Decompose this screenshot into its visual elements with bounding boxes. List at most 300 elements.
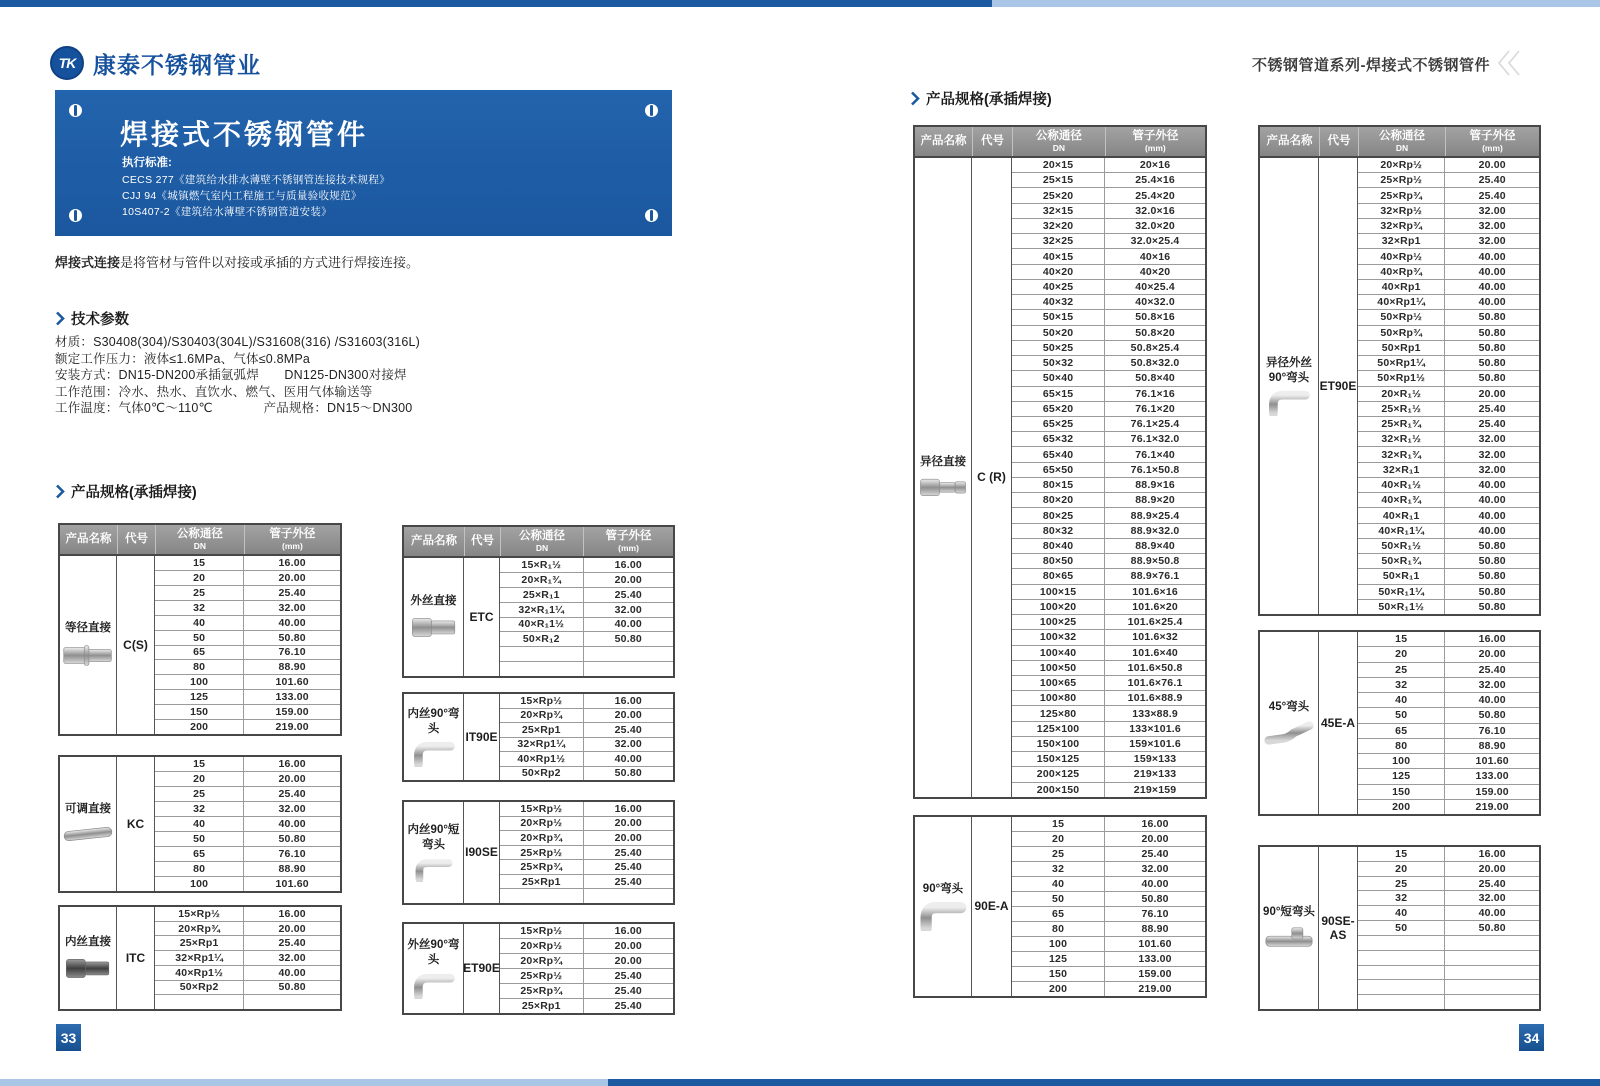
od-cell: 25.40 bbox=[614, 985, 642, 997]
table-row bbox=[1358, 707, 1539, 722]
table-row bbox=[1358, 768, 1539, 783]
od-cell: 16.00 bbox=[614, 802, 642, 815]
dn-cell: 65×20 bbox=[1012, 402, 1105, 416]
od-cell: 16.00 bbox=[614, 694, 642, 707]
intro-paragraph bbox=[55, 252, 419, 271]
od-cell: 40.00 bbox=[614, 752, 642, 765]
table-row bbox=[1358, 876, 1539, 891]
product-code: 90E-A bbox=[972, 817, 1012, 996]
table-row bbox=[500, 859, 673, 874]
tech-line: 安装方式：DN15-DN200承插氩弧焊 DN125-DN300对接焊 bbox=[55, 368, 407, 382]
dn-cell: 100×50 bbox=[1012, 661, 1105, 675]
od-cell: 101.60 bbox=[1138, 938, 1172, 950]
dn-cell bbox=[1358, 936, 1445, 950]
od-cell: 133.00 bbox=[1475, 770, 1509, 783]
table-row bbox=[500, 766, 673, 781]
table-row bbox=[1358, 646, 1539, 661]
table-row bbox=[155, 585, 340, 600]
table-row bbox=[1358, 172, 1539, 187]
dn-cell: 150 bbox=[1012, 967, 1105, 981]
od-cell: 159×133 bbox=[1133, 753, 1177, 766]
table-row bbox=[1358, 935, 1539, 950]
od-cell: 25.40 bbox=[1478, 418, 1506, 431]
dn-cell: 15×Rp½ bbox=[500, 694, 584, 708]
od-cell: 40.00 bbox=[1478, 694, 1506, 707]
dn-cell: 150×125 bbox=[1012, 752, 1105, 766]
dn-cell: 50×Rp2 bbox=[500, 767, 584, 781]
od-cell: 76.1×20 bbox=[1135, 402, 1175, 415]
standard-line: CJJ 94《城镇燃气室内工程施工与质量验收规范》 bbox=[122, 190, 362, 202]
od-cell: 88.9×40 bbox=[1135, 539, 1175, 552]
dn-cell bbox=[1358, 951, 1445, 965]
od-cell: 25.40 bbox=[614, 861, 642, 874]
dn-cell: 50 bbox=[155, 832, 244, 846]
od-cell: 40.00 bbox=[1141, 878, 1169, 890]
product-code: ET90E bbox=[464, 924, 500, 1013]
dn-cell: 32×R₁1¼ bbox=[500, 603, 584, 617]
dn-cell: 50×40 bbox=[1012, 371, 1105, 385]
table-row bbox=[155, 846, 340, 861]
fitting-photo-elbow bbox=[918, 901, 968, 931]
od-cell: 219.00 bbox=[1138, 983, 1172, 995]
dn-cell: 40×Rp1½ bbox=[155, 966, 244, 980]
dn-cell: 50×32 bbox=[1012, 356, 1105, 370]
od-cell: 50.8×25.4 bbox=[1130, 341, 1180, 354]
od-cell: 25.40 bbox=[1478, 877, 1506, 890]
product-name-cell: 内丝90°弯头 bbox=[404, 694, 464, 780]
fitting-photo-reducer bbox=[409, 614, 459, 640]
dn-cell: 50 bbox=[155, 631, 244, 645]
table-rows bbox=[1358, 847, 1539, 1009]
od-cell: 219×133 bbox=[1133, 768, 1177, 781]
tech-line: 工作温度：气体0℃～110℃ 产品规格：DN15～DN300 bbox=[55, 401, 413, 415]
dn-cell: 50×Rp1¼ bbox=[1358, 356, 1445, 370]
table-row bbox=[1358, 431, 1539, 446]
od-cell: 32.00 bbox=[1141, 863, 1169, 875]
table-row bbox=[1358, 233, 1539, 248]
col-od: 管子外径 (mm) bbox=[1105, 127, 1205, 156]
table-row bbox=[1012, 462, 1205, 477]
col-od: 管子外径 (mm) bbox=[1445, 127, 1539, 156]
dn-cell: 80×20 bbox=[1012, 493, 1105, 507]
table-row bbox=[1012, 401, 1205, 416]
od-cell: 159.00 bbox=[1138, 968, 1172, 980]
product-code: IT90E bbox=[464, 694, 500, 780]
dn-cell: 150 bbox=[1358, 785, 1445, 799]
table-row bbox=[500, 953, 673, 968]
table-row bbox=[500, 737, 673, 752]
od-cell: 101.6×20 bbox=[1132, 600, 1178, 613]
table-row bbox=[1358, 158, 1539, 172]
table-row bbox=[1358, 462, 1539, 477]
table-row bbox=[155, 965, 340, 980]
chevron-right-icon bbox=[55, 484, 65, 499]
dn-cell: 32×15 bbox=[1012, 204, 1105, 218]
od-cell: 25.40 bbox=[614, 723, 642, 736]
od-cell: 50.80 bbox=[1478, 555, 1506, 568]
standards-label: 执行标准: bbox=[122, 157, 172, 169]
od-cell: 20.00 bbox=[278, 571, 306, 584]
table-row bbox=[155, 801, 340, 816]
standard-line: 10S407-2《建筑给水薄壁不锈钢管道安装》 bbox=[122, 206, 332, 218]
tech-params-list bbox=[55, 334, 420, 417]
table-row bbox=[1358, 416, 1539, 431]
od-cell: 133.00 bbox=[1138, 953, 1172, 965]
od-cell: 76.1×25.4 bbox=[1130, 418, 1180, 431]
od-cell: 50.8×20 bbox=[1135, 326, 1175, 339]
dn-cell: 100×15 bbox=[1012, 585, 1105, 599]
table-row bbox=[155, 831, 340, 846]
dn-cell: 25×Rp½ bbox=[1358, 173, 1445, 187]
od-cell: 40×20 bbox=[1139, 265, 1171, 278]
od-cell bbox=[1445, 951, 1539, 965]
table-row bbox=[500, 646, 673, 661]
dn-cell: 40×R₁½ bbox=[1358, 478, 1445, 492]
od-cell: 101.6×16 bbox=[1132, 585, 1178, 598]
table-row bbox=[1358, 386, 1539, 401]
table-row bbox=[500, 708, 673, 723]
table-row bbox=[155, 816, 340, 831]
product-code: C(S) bbox=[117, 556, 155, 734]
od-cell: 133×101.6 bbox=[1129, 722, 1181, 735]
table-row bbox=[155, 689, 340, 704]
dn-cell: 25×Rp¾ bbox=[1358, 188, 1445, 202]
od-cell bbox=[1445, 966, 1539, 980]
od-cell: 101.6×76.1 bbox=[1127, 677, 1183, 690]
col-dn: 公称通径 DN bbox=[500, 527, 583, 556]
table-row bbox=[500, 802, 673, 816]
dn-cell: 25×Rp1 bbox=[500, 999, 584, 1013]
od-cell: 101.60 bbox=[275, 676, 309, 689]
table-reducing-coupling bbox=[913, 125, 1207, 799]
table-row bbox=[1012, 264, 1205, 279]
product-name-cell: 外丝直接 bbox=[404, 558, 464, 676]
table-row bbox=[155, 600, 340, 615]
table-row bbox=[1358, 753, 1539, 768]
od-cell: 25.40 bbox=[278, 788, 306, 800]
table-row bbox=[1358, 309, 1539, 324]
od-cell: 50.80 bbox=[1478, 570, 1506, 583]
od-cell: 50.80 bbox=[1478, 585, 1506, 598]
dn-cell: 40×15 bbox=[1012, 249, 1105, 263]
dn-cell: 100 bbox=[155, 877, 244, 891]
table-row bbox=[1012, 690, 1205, 705]
dn-cell: 80 bbox=[155, 862, 244, 876]
dn-cell: 25×R₁1 bbox=[500, 588, 584, 602]
intro-lead: 焊接式连接 bbox=[55, 255, 121, 270]
chevron-right-icon bbox=[910, 91, 920, 106]
dn-cell: 125 bbox=[1358, 769, 1445, 783]
od-cell: 16.00 bbox=[278, 907, 306, 920]
od-cell: 219.00 bbox=[1475, 800, 1509, 813]
od-cell: 32.0×16 bbox=[1135, 204, 1175, 217]
dn-cell: 80×25 bbox=[1012, 508, 1105, 522]
dn-cell: 32 bbox=[1358, 891, 1445, 905]
od-cell: 76.10 bbox=[1478, 724, 1506, 737]
dn-cell: 40×R₁1½ bbox=[500, 618, 584, 632]
table-row bbox=[1358, 203, 1539, 218]
dn-cell: 25×Rp¾ bbox=[500, 984, 584, 998]
od-cell: 25.4×20 bbox=[1135, 189, 1175, 202]
dn-cell: 20 bbox=[1358, 862, 1445, 876]
od-cell: 88.9×32.0 bbox=[1130, 524, 1180, 537]
od-cell: 50.8×40 bbox=[1135, 372, 1175, 385]
chapter-banner bbox=[55, 90, 672, 236]
dn-cell: 25×R₁½ bbox=[1358, 402, 1445, 416]
dn-cell: 25 bbox=[155, 787, 244, 801]
table-row bbox=[500, 751, 673, 766]
od-cell: 50.80 bbox=[1478, 921, 1506, 934]
dn-cell: 32×R₁½ bbox=[1358, 432, 1445, 446]
table-row bbox=[155, 950, 340, 965]
spec-heading-left bbox=[55, 481, 197, 502]
table-row bbox=[1012, 233, 1205, 248]
table-female-90-short-elbow bbox=[402, 800, 675, 905]
table-row bbox=[1358, 355, 1539, 370]
dn-cell: 125 bbox=[1012, 952, 1105, 966]
od-cell: 25.40 bbox=[1478, 663, 1506, 676]
col-dn: 公称通径 DN bbox=[1358, 127, 1445, 156]
dn-cell: 65×32 bbox=[1012, 432, 1105, 446]
product-code: 45E-A bbox=[1319, 632, 1358, 814]
od-cell: 76.1×16 bbox=[1135, 387, 1175, 400]
dn-cell bbox=[500, 662, 584, 676]
fitting-photo-elbow bbox=[411, 973, 457, 999]
table-row bbox=[1012, 861, 1205, 876]
od-cell: 32.00 bbox=[1478, 204, 1506, 217]
double-chevron-left-icon bbox=[1496, 48, 1522, 83]
dn-cell: 15 bbox=[1358, 632, 1445, 646]
od-cell: 25.40 bbox=[614, 970, 642, 982]
dn-cell: 40×Rp1½ bbox=[500, 752, 584, 766]
table-female-90-elbow bbox=[402, 692, 675, 782]
table-row bbox=[1012, 355, 1205, 370]
dn-cell: 15×R₁½ bbox=[500, 558, 584, 572]
product-code: ET90E bbox=[1319, 158, 1358, 614]
dn-cell: 100 bbox=[1358, 754, 1445, 768]
od-cell: 25.40 bbox=[278, 937, 306, 950]
table-row bbox=[1012, 523, 1205, 538]
od-cell: 32.0×25.4 bbox=[1130, 235, 1180, 248]
od-cell: 32.00 bbox=[278, 803, 306, 815]
od-cell: 219.00 bbox=[275, 721, 309, 734]
od-cell: 25.40 bbox=[1478, 174, 1506, 187]
od-cell: 32.00 bbox=[1478, 892, 1506, 905]
dn-cell: 20×Rp½ bbox=[500, 939, 584, 953]
od-cell: 40×16 bbox=[1139, 250, 1171, 263]
od-cell: 159×101.6 bbox=[1129, 738, 1181, 751]
dn-cell: 100×25 bbox=[1012, 615, 1105, 629]
dn-cell: 50×R₁1 bbox=[1358, 569, 1445, 583]
page-number-right: 34 bbox=[1519, 1024, 1544, 1051]
dn-cell: 32×Rp1¼ bbox=[155, 951, 244, 965]
dn-cell: 25×Rp½ bbox=[500, 846, 584, 860]
od-cell: 20.00 bbox=[1478, 387, 1506, 400]
table-row bbox=[1012, 721, 1205, 736]
table-row bbox=[1012, 660, 1205, 675]
fitting-photo-tube bbox=[62, 822, 114, 846]
table-female-coupling bbox=[58, 905, 342, 1011]
dn-cell: 50×Rp1 bbox=[1358, 341, 1445, 355]
spec-heading-right-title: 产品规格(承插焊接) bbox=[926, 92, 1052, 108]
dn-cell: 65×40 bbox=[1012, 447, 1105, 461]
od-cell bbox=[584, 647, 673, 661]
col-name: 产品名称 bbox=[411, 535, 457, 548]
dn-cell: 20 bbox=[155, 772, 244, 786]
dn-cell: 50×R₁1½ bbox=[1358, 600, 1445, 614]
table-row bbox=[1012, 736, 1205, 751]
od-cell: 50.80 bbox=[614, 633, 642, 646]
od-cell: 16.00 bbox=[1478, 847, 1506, 860]
table-row bbox=[155, 674, 340, 689]
od-cell: 20×16 bbox=[1139, 159, 1171, 172]
table-header bbox=[1260, 127, 1539, 158]
dn-cell: 80 bbox=[1358, 739, 1445, 753]
dn-cell: 40×20 bbox=[1012, 265, 1105, 279]
product-code: KC bbox=[117, 757, 155, 891]
dn-cell: 25 bbox=[1358, 663, 1445, 677]
od-cell: 40.00 bbox=[278, 616, 306, 629]
table-row bbox=[500, 938, 673, 953]
fitting-photo-coupling bbox=[62, 641, 114, 669]
fitting-photo-elbow bbox=[1266, 390, 1312, 416]
dn-cell: 20×R₁½ bbox=[1358, 387, 1445, 401]
table-rows bbox=[500, 558, 673, 676]
dn-cell: 65 bbox=[155, 847, 244, 861]
table-row bbox=[500, 998, 673, 1013]
dn-cell: 25×Rp¾ bbox=[500, 860, 584, 874]
od-cell: 25.40 bbox=[1141, 848, 1169, 860]
od-cell: 76.1×40 bbox=[1135, 448, 1175, 461]
table-header bbox=[60, 525, 340, 556]
od-cell: 40.00 bbox=[278, 966, 306, 979]
od-cell: 20.00 bbox=[614, 940, 642, 952]
table-row bbox=[1012, 782, 1205, 797]
dn-cell: 40×32 bbox=[1012, 295, 1105, 309]
table-row bbox=[1012, 921, 1205, 936]
dn-cell: 15 bbox=[1012, 817, 1105, 831]
table-row bbox=[1012, 172, 1205, 187]
od-cell: 20.00 bbox=[614, 955, 642, 967]
col-od: 管子外径 (mm) bbox=[583, 527, 673, 556]
dn-cell: 80 bbox=[1012, 922, 1105, 936]
fitting-photo-tee bbox=[1264, 925, 1314, 951]
dn-cell: 65 bbox=[1012, 907, 1105, 921]
dn-cell: 100×20 bbox=[1012, 600, 1105, 614]
od-cell: 20.00 bbox=[614, 817, 642, 830]
table-row bbox=[500, 558, 673, 572]
brand-logo bbox=[50, 46, 261, 80]
product-code: 90SE-AS bbox=[1319, 847, 1358, 1009]
od-cell: 50.8×16 bbox=[1135, 311, 1175, 324]
table-row bbox=[1012, 416, 1205, 431]
table-row bbox=[500, 661, 673, 676]
table-row bbox=[155, 659, 340, 674]
dn-cell bbox=[1358, 980, 1445, 994]
dn-cell: 50 bbox=[1358, 921, 1445, 935]
od-cell: 50.80 bbox=[278, 833, 306, 845]
table-row bbox=[155, 570, 340, 585]
table-row bbox=[155, 630, 340, 645]
table-row bbox=[1012, 370, 1205, 385]
od-cell: 133.00 bbox=[275, 691, 309, 704]
col-name: 产品名称 bbox=[65, 533, 112, 546]
banner-deco-icon bbox=[645, 209, 658, 222]
dn-cell: 100×32 bbox=[1012, 630, 1105, 644]
product-code: ETC bbox=[464, 558, 500, 676]
od-cell: 76.10 bbox=[278, 848, 306, 860]
od-cell: 20.00 bbox=[614, 573, 642, 586]
od-cell: 32.00 bbox=[1478, 235, 1506, 248]
dn-cell: 40×R₁1¼ bbox=[1358, 524, 1445, 538]
table-rows bbox=[155, 556, 340, 734]
dn-cell: 65×25 bbox=[1012, 417, 1105, 431]
od-cell: 159.00 bbox=[1475, 785, 1509, 798]
table-row bbox=[155, 556, 340, 570]
od-cell: 32.0×20 bbox=[1135, 220, 1175, 233]
table-row bbox=[500, 888, 673, 903]
od-cell: 16.00 bbox=[614, 558, 642, 571]
table-row bbox=[1358, 446, 1539, 461]
table-row bbox=[1012, 766, 1205, 781]
dn-cell: 100×65 bbox=[1012, 676, 1105, 690]
table-row bbox=[1358, 979, 1539, 994]
od-cell: 40.00 bbox=[1478, 479, 1506, 492]
table-male-coupling bbox=[402, 525, 675, 678]
dn-cell: 32 bbox=[155, 802, 244, 816]
table-row bbox=[1358, 340, 1539, 355]
dn-cell: 25×Rp½ bbox=[500, 969, 584, 983]
dn-cell: 32×R₁¾ bbox=[1358, 447, 1445, 461]
table-row bbox=[1358, 294, 1539, 309]
table-row bbox=[1012, 553, 1205, 568]
dn-cell: 80×15 bbox=[1012, 478, 1105, 492]
od-cell: 76.1×32.0 bbox=[1130, 433, 1180, 446]
dn-cell: 32×20 bbox=[1012, 219, 1105, 233]
dn-cell: 65 bbox=[155, 646, 244, 660]
od-cell: 88.90 bbox=[278, 863, 306, 875]
col-dn: 公称通径 DN bbox=[155, 525, 244, 554]
od-cell: 101.6×50.8 bbox=[1127, 661, 1183, 674]
od-cell bbox=[1445, 995, 1539, 1009]
od-cell: 25.40 bbox=[1478, 402, 1506, 415]
table-row bbox=[1012, 906, 1205, 921]
table-row bbox=[1012, 507, 1205, 522]
table-rows bbox=[500, 694, 673, 780]
table-row bbox=[1358, 538, 1539, 553]
dn-cell: 80×50 bbox=[1012, 554, 1105, 568]
table-header bbox=[915, 127, 1205, 158]
dn-cell: 32×R₁1 bbox=[1358, 463, 1445, 477]
dn-cell: 32 bbox=[1012, 862, 1105, 876]
table-row bbox=[500, 816, 673, 831]
od-cell: 32.00 bbox=[278, 601, 306, 614]
table-row bbox=[1012, 492, 1205, 507]
od-cell: 20.00 bbox=[614, 709, 642, 722]
spec-heading-left-title: 产品规格(承插焊接) bbox=[71, 485, 197, 501]
dn-cell: 20×Rp¾ bbox=[500, 831, 584, 845]
dn-cell: 32×Rp½ bbox=[1358, 204, 1445, 218]
dn-cell: 100×40 bbox=[1012, 646, 1105, 660]
dn-cell: 25×R₁¾ bbox=[1358, 417, 1445, 431]
table-row bbox=[1012, 614, 1205, 629]
product-name-cell: 可调直接 bbox=[60, 757, 117, 891]
col-code: 代号 bbox=[1319, 127, 1358, 156]
od-cell: 40.00 bbox=[1478, 250, 1506, 263]
dn-cell: 100 bbox=[1012, 937, 1105, 951]
table-row bbox=[1012, 599, 1205, 614]
table-row bbox=[1358, 584, 1539, 599]
